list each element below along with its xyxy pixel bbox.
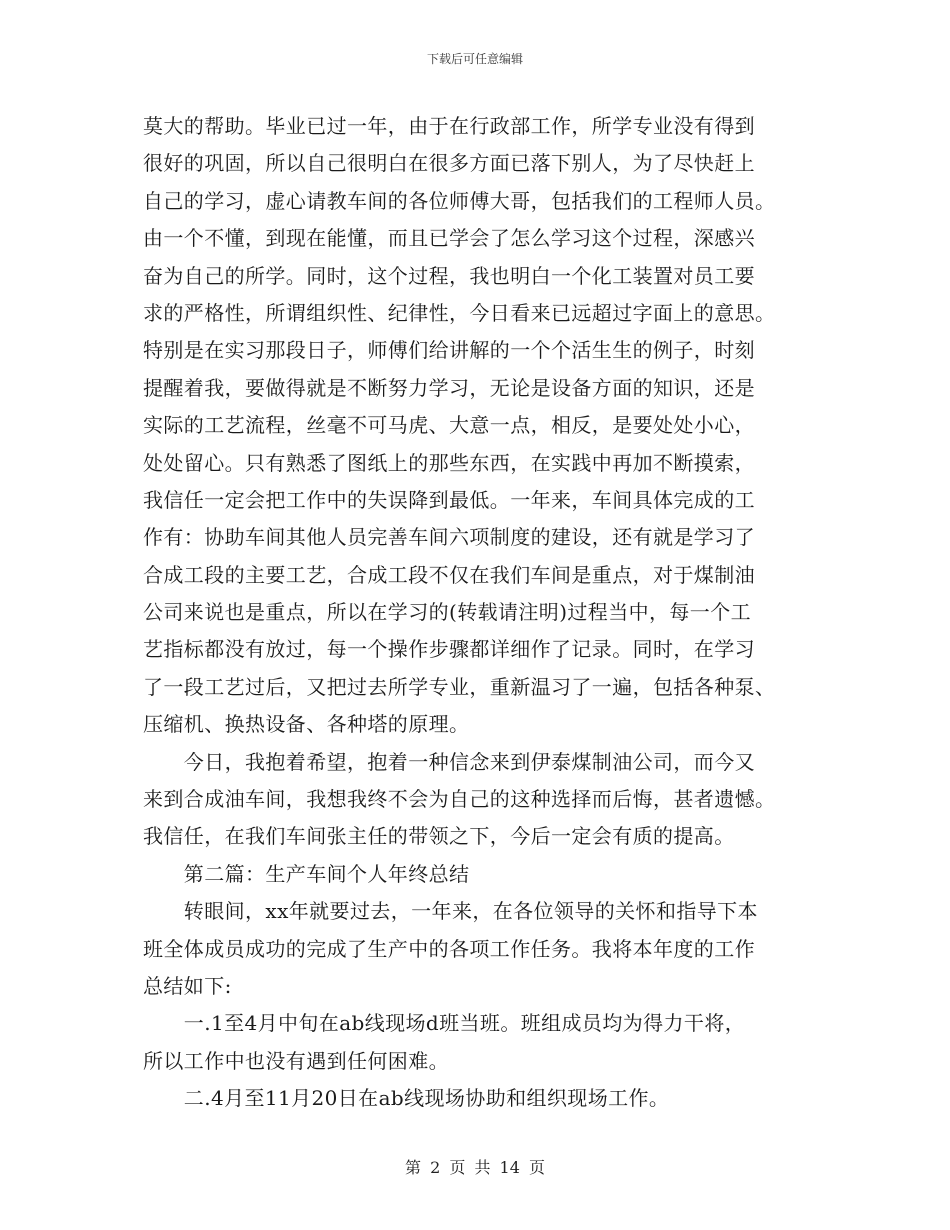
text-line: 总结如下: xyxy=(143,973,232,998)
text-line: 求的严格性，所谓组织性、纪律性，今日看来已远超过字面上的意思。 xyxy=(143,300,776,325)
text-line: 转眼间，xx年就要过去，一年来，在各位领导的关怀和指导下本 xyxy=(143,899,758,924)
text-line: 提醒着我，要做得就是不断努力学习，无论是设备方面的知识，还是 xyxy=(143,375,755,400)
text-line: 处处留心。只有熟悉了图纸上的那些东西，在实践中再加不断摸索， xyxy=(143,450,755,475)
text-line: 压缩机、换热设备、各种塔的原理。 xyxy=(143,712,470,737)
text-line: 特别是在实习那段日子，师傅们给讲解的一个个活生生的例子，时刻 xyxy=(143,338,755,363)
page-header: 下载后可任意编辑 xyxy=(426,52,523,66)
text-line: 所以工作中也没有遇到任何困难。 xyxy=(143,1048,449,1073)
text-line: 由一个不懂，到现在能懂，而且已学会了怎么学习这个过程，深感兴 xyxy=(143,226,755,251)
text-line: 实际的工艺流程，丝毫不可马虎、大意一点，相反，是要处处小心， xyxy=(143,413,755,438)
section-heading: 第二篇：生产车间个人年终总结 xyxy=(143,861,470,886)
text-line: 了一段工艺过后，又把过去所学专业，重新温习了一遍，包括各种泵、 xyxy=(143,674,776,699)
text-line: 一.1至4月中旬在ab线现场d班当班。班组成员均为得力干将， xyxy=(143,1011,746,1036)
text-line: 自己的学习，虚心请教车间的各位师傅大哥，包括我们的工程师人员。 xyxy=(143,188,776,213)
page-number-footer: 第 2 页 共 14 页 xyxy=(405,1158,545,1177)
text-line: 今日，我抱着希望，抱着一种信念来到伊泰煤制油公司，而今又 xyxy=(143,749,755,774)
text-line: 合成工段的主要工艺，合成工段不仅在我们车间是重点，对于煤制油 xyxy=(143,562,755,587)
text-line: 很好的巩固，所以自己很明白在很多方面已落下别人，为了尽快赶上 xyxy=(143,151,755,176)
text-line: 我信任，在我们车间张主任的带领之下，今后一定会有质的提高。 xyxy=(143,824,735,849)
text-line: 班全体成员成功的完成了生产中的各项工作任务。我将本年度的工作 xyxy=(143,936,755,961)
text-line: 二.4月至11月20日在ab线现场协助和组织现场工作。 xyxy=(143,1086,670,1111)
text-line: 我信任一定会把工作中的失误降到最低。一年来，车间具体完成的工 xyxy=(143,487,755,512)
text-line: 公司来说也是重点，所以在学习的(转载请注明)过程当中，每一个工 xyxy=(143,600,752,625)
document-body xyxy=(143,108,813,1118)
text-line: 艺指标都没有放过，每一个操作步骤都详细作了记录。同时，在学习 xyxy=(143,637,755,662)
text-line: 莫大的帮助。毕业已过一年，由于在行政部工作，所学专业没有得到 xyxy=(143,114,755,138)
text-line: 作有：协助车间其他人员完善车间六项制度的建设，还有就是学习了 xyxy=(143,525,755,550)
text-line: 来到合成油车间，我想我终不会为自己的这种选择而后悔，甚者遗憾。 xyxy=(143,787,776,812)
text-line: 奋为自己的所学。同时，这个过程，我也明白一个化工装置对员工要 xyxy=(143,263,755,288)
